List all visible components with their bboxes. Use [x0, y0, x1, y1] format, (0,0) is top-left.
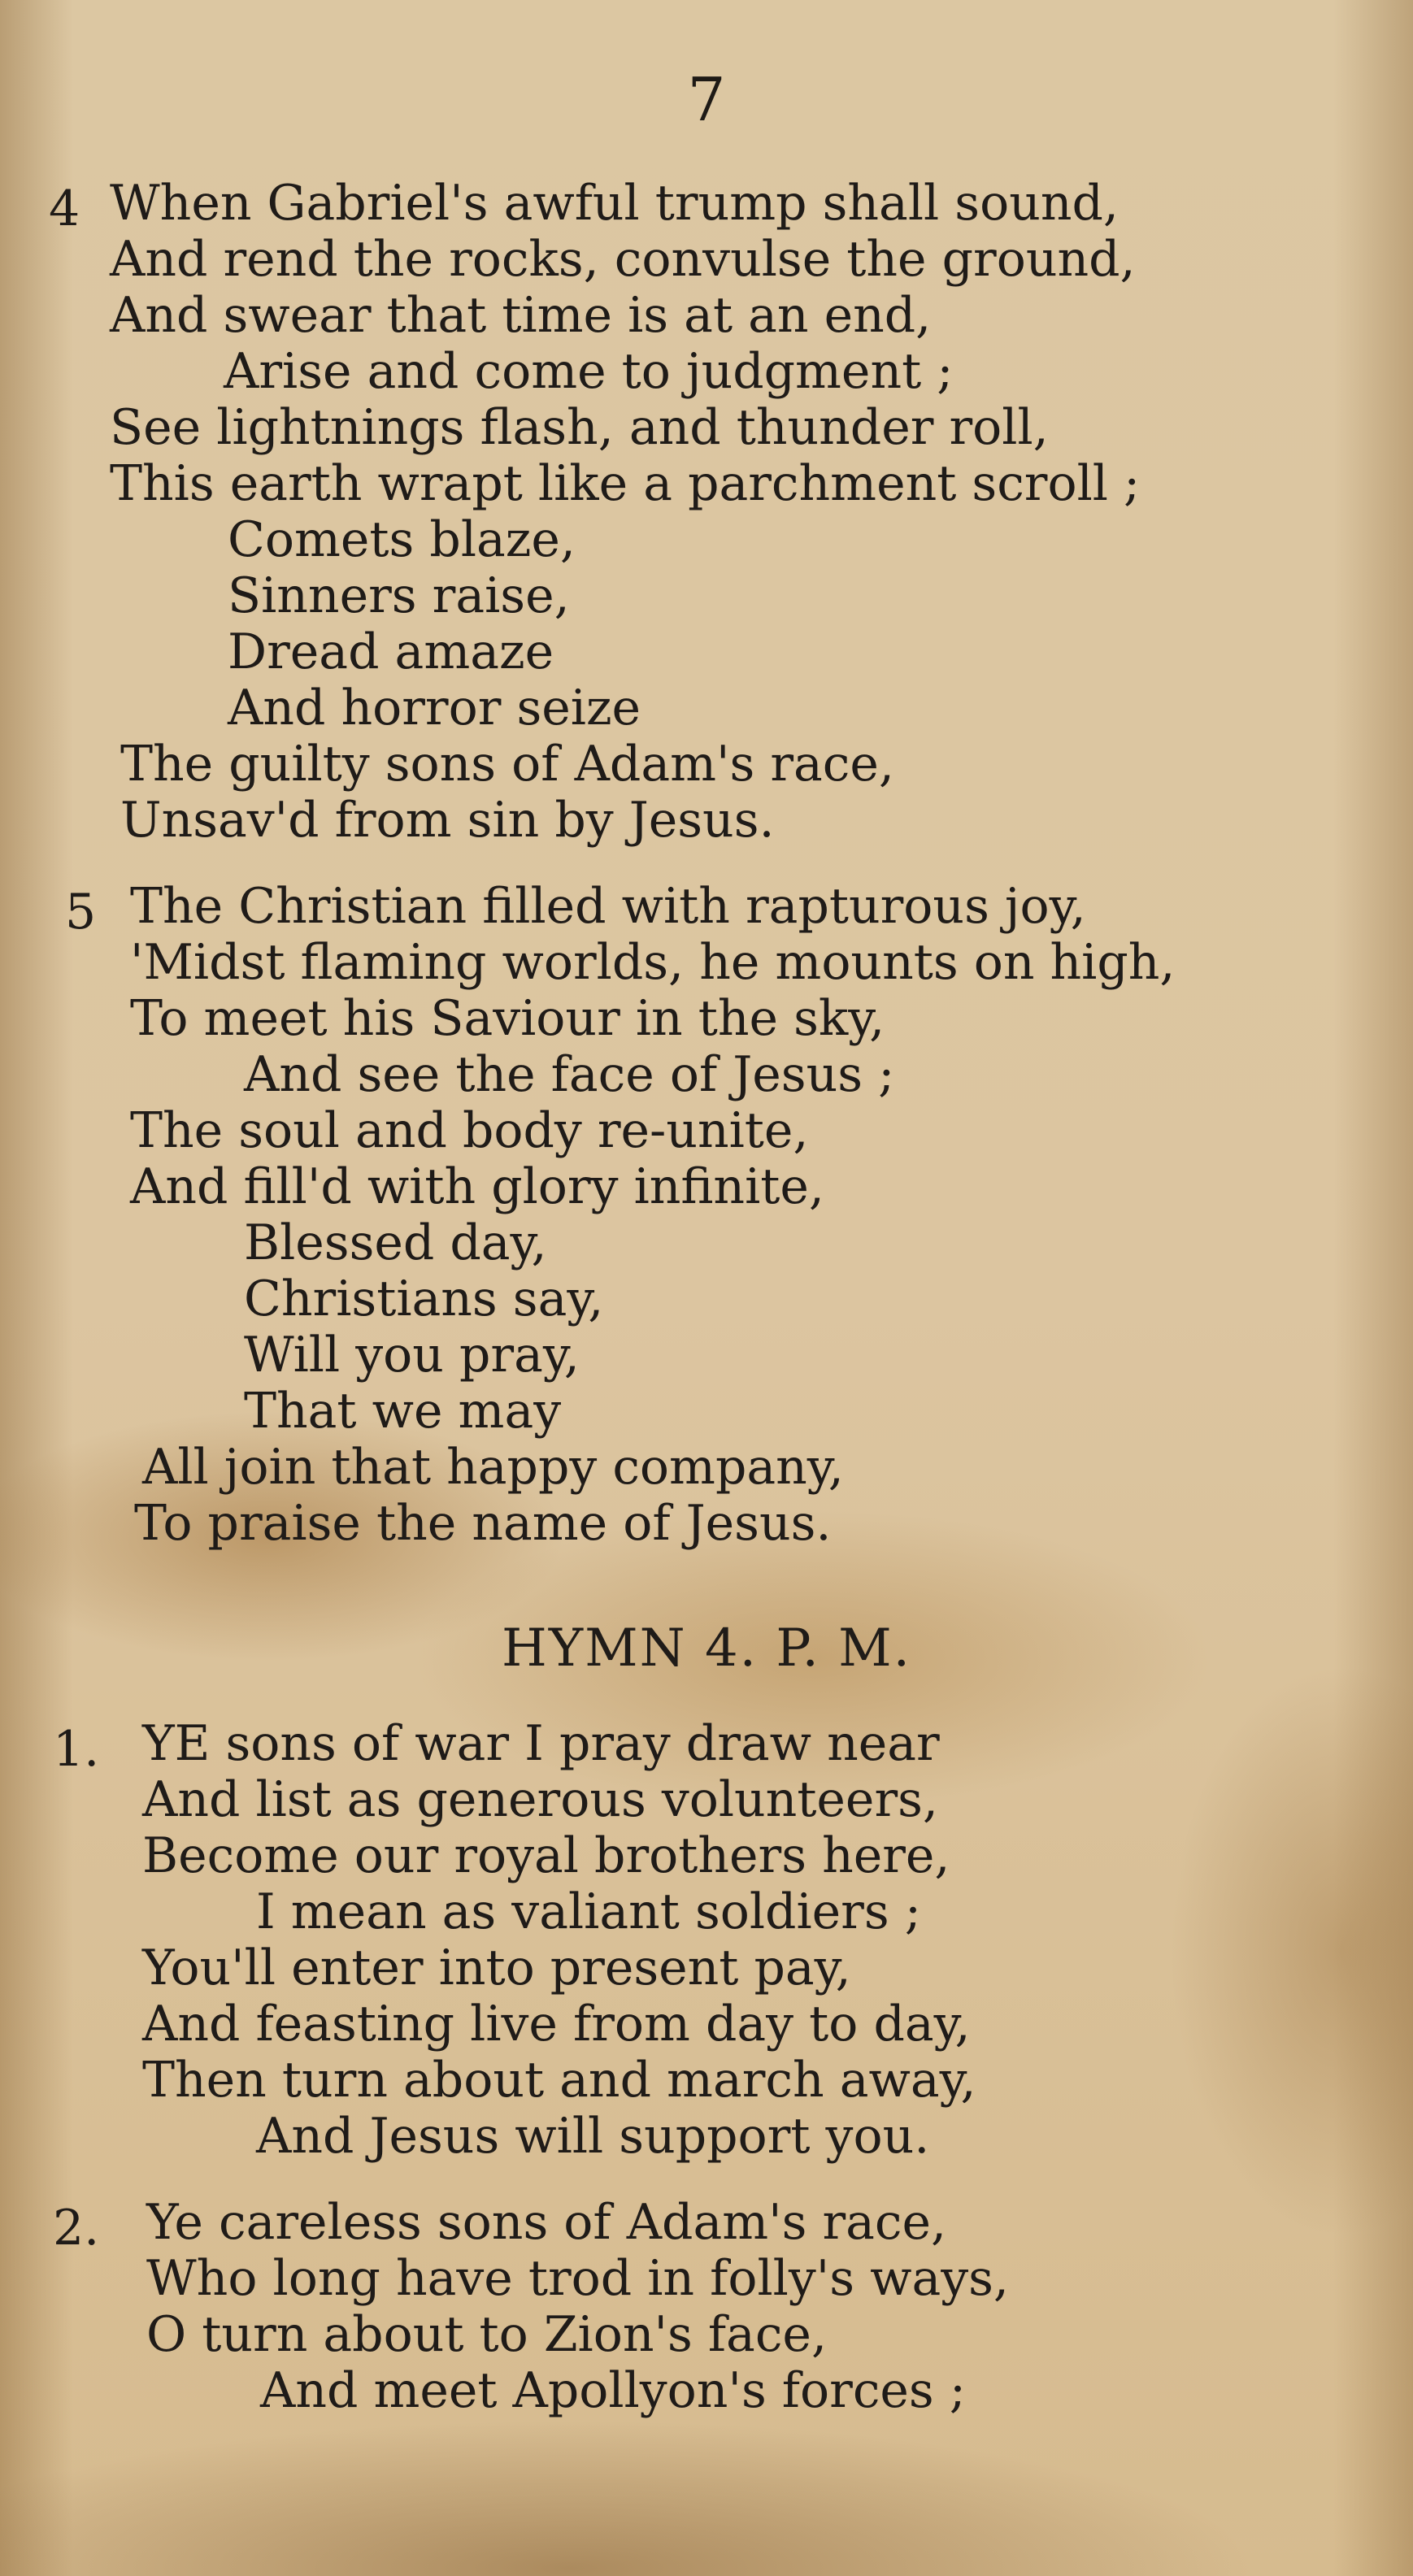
stanza-number: 2. [53, 2200, 100, 2257]
stanza-number: 5 [65, 884, 97, 940]
verse-line: And swear that time is at an end, [110, 287, 932, 344]
verse-line: Comets blaze, [228, 511, 576, 568]
verse-line: Will you pray, [244, 1327, 580, 1384]
verse-line: Ye careless sons of Adam's race, [146, 2194, 947, 2251]
verse-line: And list as generous volunteers, [142, 1771, 938, 1828]
verse-line: The soul and body re-unite, [130, 1102, 809, 1159]
verse-line: Blessed day, [244, 1214, 547, 1271]
hymn-title: HYMN 4. P. M. [502, 1618, 911, 1679]
verse-line: YE sons of war I pray draw near [142, 1715, 940, 1772]
verse-line: Who long have trod in folly's ways, [146, 2250, 1009, 2307]
verse-line: And meet Apollyon's forces ; [260, 2362, 967, 2419]
verse-line: And see the face of Jesus ; [244, 1046, 895, 1103]
verse-line: And horror seize [228, 680, 641, 736]
verse-line: Become our royal brothers here, [142, 1827, 950, 1884]
verse-line: The guilty sons of Adam's race, [120, 736, 894, 793]
verse-line: And Jesus will support you. [256, 2108, 930, 2165]
verse-line: To praise the name of Jesus. [134, 1495, 832, 1552]
verse-line: That we may [244, 1383, 562, 1440]
verse-line: See lightnings flash, and thunder roll, [110, 399, 1049, 456]
verse-line: This earth wrapt like a parchment scroll ; [110, 455, 1141, 512]
verse-line: Sinners raise, [228, 567, 570, 624]
stanza-number: 1. [53, 1721, 100, 1778]
verse-line: Unsav'd from sin by Jesus. [120, 792, 775, 849]
stanza-number: 4 [49, 180, 80, 237]
verse-line: To meet his Saviour in the sky, [130, 990, 885, 1047]
page-number: 7 [687, 65, 726, 135]
verse-line: 'Midst flaming worlds, he mounts on high, [130, 934, 1176, 991]
verse-line: And rend the rocks, convulse the ground, [110, 231, 1136, 288]
verse-line: Christians say, [244, 1271, 604, 1327]
verse-line: The Christian filled with rapturous joy, [130, 878, 1086, 935]
verse-line: And fill'd with glory infinite, [130, 1158, 824, 1215]
verse-line: And feasting live from day to day, [142, 1996, 971, 2053]
verse-line: O turn about to Zion's face, [146, 2306, 828, 2363]
verse-line: All join that happy company, [142, 1439, 844, 1496]
verse-line: You'll enter into present pay, [142, 1940, 851, 1996]
verse-line: Dread amaze [228, 623, 554, 680]
verse-line: When Gabriel's awful trump shall sound, [110, 175, 1119, 232]
verse-line: Then turn about and march away, [142, 2052, 976, 2109]
verse-line: I mean as valiant soldiers ; [256, 1883, 921, 1940]
verse-line: Arise and come to judgment ; [224, 343, 954, 400]
